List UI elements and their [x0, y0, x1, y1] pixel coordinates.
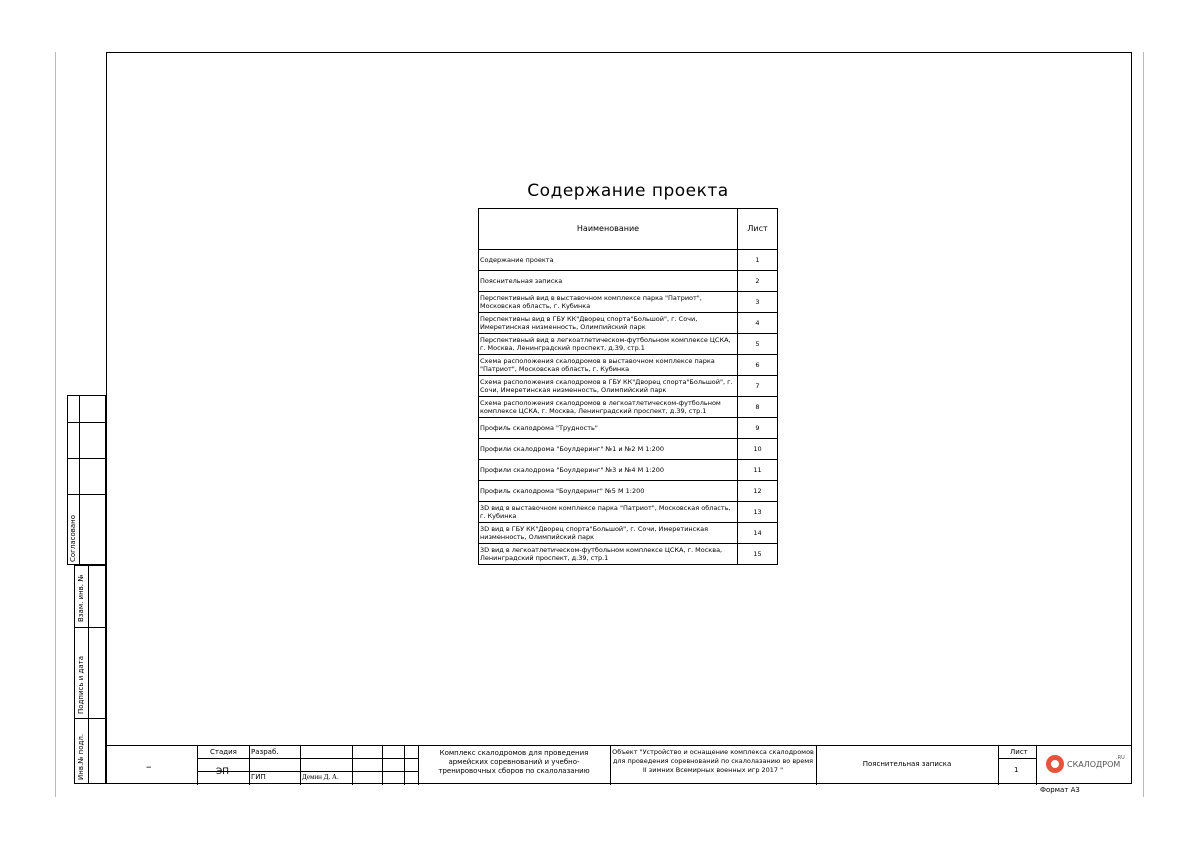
- row-name: Схема расположения скалодромов в легкоатлетическом-футбольном комплексе ЦСКА, г. Москва, Ленинградский проспект, д.39, стр.1: [479, 397, 738, 418]
- tb-divider: [404, 746, 405, 785]
- row-sheet: 14: [738, 523, 778, 544]
- row-sheet: 5: [738, 334, 778, 355]
- row-name: 3D вид в выставочном комплексе парка "Патриот", Московская область, г. Кубинка: [479, 502, 738, 523]
- column-header-sheet: Лист: [738, 209, 778, 250]
- table-row: [479, 502, 778, 523]
- tb-divider: [249, 746, 250, 785]
- row-name: Схема расположения скалодромов в ГБУ КК"Дворец спорта"Большой", г. Сочи, Имеретинская низменность, Олимпийский парк: [479, 376, 738, 397]
- tb-divider: [998, 746, 999, 785]
- row-sheet: 10: [738, 439, 778, 460]
- row-sheet: 9: [738, 418, 778, 439]
- row-name: Содержание проекта: [479, 250, 738, 271]
- skalodrom-logo-icon: [1046, 755, 1064, 773]
- row-sheet: 7: [738, 376, 778, 397]
- row-sheet: 6: [738, 355, 778, 376]
- tb-divider: [1036, 746, 1037, 785]
- table-header-row: [479, 209, 778, 250]
- stamp-divider: [79, 395, 80, 565]
- table-row: [479, 355, 778, 376]
- row-name: Профили скалодрома "Боулдеринг" №1 и №2 М 1:200: [479, 439, 738, 460]
- tb-dash: –: [146, 760, 152, 773]
- row-sheet: 3: [738, 292, 778, 313]
- tb-divider: [300, 746, 301, 785]
- row-name: Перспективный вид в легкоатлетическом-футбольном комплексе ЦСКА, г. Москва, Ленинградский проспект, д.39, стр.1: [479, 334, 738, 355]
- table-row: [479, 481, 778, 502]
- row-sheet: 15: [738, 544, 778, 565]
- table-row: [479, 397, 778, 418]
- stamp-divider: [67, 494, 106, 495]
- object-text: Объект "Устройство и оснащение комплекса скалодромов для проведения соревнований по скалолазанию во время II зимних Всемирных военных игр 2017 ": [612, 748, 814, 774]
- row-sheet: 2: [738, 271, 778, 292]
- tb-divider: [816, 746, 817, 785]
- developed-label: Разраб.: [251, 748, 279, 756]
- replaces-inv-label: Взам. инв. №: [77, 574, 85, 622]
- stamp-divider: [88, 565, 89, 784]
- tb-divider: [610, 746, 611, 785]
- tb-divider: [998, 758, 1036, 759]
- page-title: Содержание проекта: [527, 181, 729, 201]
- complex-text: Комплекс скалодромов для проведения армейских соревнований и учебно-тренировочных сборов по скалолазанию: [438, 749, 590, 775]
- inv-original-label: Инв.№ подл.: [77, 733, 85, 780]
- row-name: Пояснительная записка: [479, 271, 738, 292]
- sheet-label: Лист: [1010, 748, 1028, 756]
- row-sheet: 8: [738, 397, 778, 418]
- document-name: Пояснительная записка: [862, 760, 952, 768]
- table-row: [479, 439, 778, 460]
- row-sheet: 13: [738, 502, 778, 523]
- stage-label: Стадия: [210, 748, 237, 756]
- gip-name: Демин Д. А.: [302, 773, 339, 781]
- signature-date-label: Подпись и дата: [77, 656, 85, 714]
- sheet-value: 1: [1014, 766, 1019, 774]
- tb-divider: [418, 746, 419, 785]
- row-sheet: 4: [738, 313, 778, 334]
- tb-divider: [197, 771, 418, 772]
- row-name: 3D вид в ГБУ КК"Дворец спорта"Большой", г. Сочи, Имеретинская низменность, Олимпийский парк: [479, 523, 738, 544]
- format-label: Формат А3: [1040, 786, 1080, 794]
- sheet-left-edge: [55, 52, 56, 797]
- table-row: [479, 271, 778, 292]
- table-row: [479, 334, 778, 355]
- row-name: Перспективный вид в выставочном комплексе парка "Патриот", Московская область, г. Кубинка: [479, 292, 738, 313]
- stage-value: ЭП: [216, 767, 230, 777]
- row-sheet: 1: [738, 250, 778, 271]
- table-row: [479, 544, 778, 565]
- tb-divider: [197, 758, 418, 759]
- agreed-label: Согласовано: [69, 514, 77, 562]
- stamp-divider: [74, 718, 106, 719]
- column-header-name: Наименование: [479, 209, 738, 250]
- stamp-divider: [74, 627, 106, 628]
- row-sheet: 12: [738, 481, 778, 502]
- title-block: [106, 745, 1132, 784]
- logo-text: СКАЛОДРОМ: [1067, 760, 1121, 769]
- row-name: Профиль скалодрома "Трудность": [479, 418, 738, 439]
- row-name: Схема расположения скалодромов в выставочном комплексе парка "Патриот", Московская область, г. Кубинка: [479, 355, 738, 376]
- gip-label: ГИП: [251, 773, 266, 781]
- table-row: [479, 460, 778, 481]
- row-name: Профили скалодрома "Боулдеринг" №3 и №4 М 1:200: [479, 460, 738, 481]
- tb-divider: [382, 746, 383, 785]
- tb-divider: [197, 746, 198, 785]
- row-name: 3D вид в легкоатлетическом-футбольном комплексе ЦСКА, г. Москва, Ленинградский проспект, д.39, стр.1: [479, 544, 738, 565]
- row-name: Перспективны вид в ГБУ КК"Дворец спорта"Большой", г. Сочи, Имеретинская низменность, Олимпийский парк: [479, 313, 738, 334]
- stamp-divider: [67, 458, 106, 459]
- sheet-right-edge: [1143, 52, 1144, 797]
- table-row: [479, 376, 778, 397]
- row-name: Профиль скалодрома "Боулдеринг" №5 М 1:200: [479, 481, 738, 502]
- table-row: [479, 523, 778, 544]
- logo-suffix: .RU: [1116, 755, 1125, 761]
- table-row: [479, 313, 778, 334]
- contents-table: [478, 208, 778, 565]
- row-sheet: 11: [738, 460, 778, 481]
- table-row: [479, 292, 778, 313]
- table-row: [479, 418, 778, 439]
- table-row: [479, 250, 778, 271]
- tb-divider: [352, 746, 353, 785]
- stamp-divider: [67, 422, 106, 423]
